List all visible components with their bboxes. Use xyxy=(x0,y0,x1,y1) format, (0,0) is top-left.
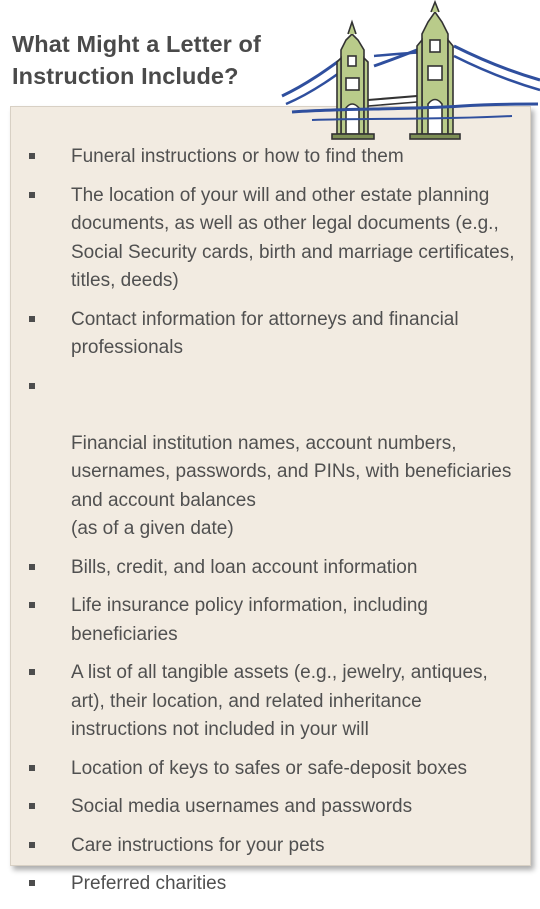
bridge-illustration xyxy=(282,0,540,148)
bullet-icon xyxy=(29,803,35,809)
list-item-text: A list of all tangible assets (e.g., jewelry, antiques, art), their location, and related inheritance instructions not included in your will xyxy=(71,662,488,740)
list-item xyxy=(11,755,530,784)
bullet-icon xyxy=(29,192,35,198)
list-item-text: Funeral instructions or how to find them xyxy=(71,146,404,167)
list-item xyxy=(11,373,530,544)
instruction-list xyxy=(11,143,530,909)
bullet-icon xyxy=(29,153,35,159)
bullet-icon xyxy=(29,842,35,848)
list-item-text: Life insurance policy information, including beneficiaries xyxy=(71,595,428,645)
list-item-text: Care instructions for your pets xyxy=(71,834,325,856)
list-item-text: Social media usernames and passwords xyxy=(71,796,413,817)
page-title: What Might a Letter of Instruction Include? xyxy=(12,31,261,89)
left-tower xyxy=(332,22,374,139)
list-item-text: Financial institution names, account numbers, usernames, passwords, and PINs, with beneficiaries and account balances (as of a given date) xyxy=(71,432,512,539)
list-item xyxy=(11,182,530,296)
list-item-text: The location of your will and other estate planning documents, as well as other legal documents (e.g., Social Security cards, birth and marriage certificates, titles, deeds) xyxy=(71,184,515,291)
list-item xyxy=(11,306,530,363)
list-item xyxy=(11,832,530,861)
list-item xyxy=(11,659,530,745)
list-item xyxy=(11,870,530,899)
list-item xyxy=(11,592,530,649)
bullet-icon xyxy=(29,383,35,389)
list-item-text: Location of keys to safes or safe-deposit boxes xyxy=(71,757,468,779)
bullet-icon xyxy=(29,564,35,570)
bullet-icon xyxy=(29,602,35,608)
list-item-text: Preferred charities xyxy=(71,873,227,894)
list-item xyxy=(11,554,530,583)
instruction-list-panel xyxy=(10,106,531,894)
bullet-icon xyxy=(29,669,35,675)
bullet-icon xyxy=(29,880,35,886)
bullet-icon xyxy=(29,765,35,771)
list-item-text: Contact information for attorneys and financial professionals xyxy=(71,308,459,358)
list-item xyxy=(11,793,530,822)
list-item-text: Bills, credit, and loan account information xyxy=(71,556,418,578)
bullet-icon xyxy=(29,316,35,322)
